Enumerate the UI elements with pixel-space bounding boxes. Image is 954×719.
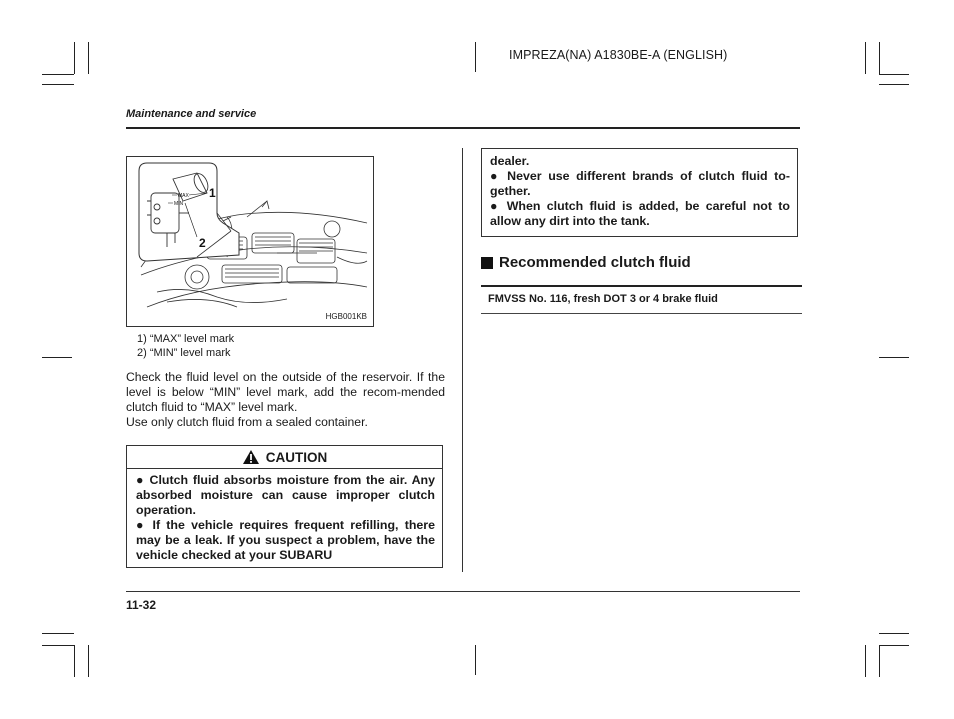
callout-1: 1 — [209, 186, 216, 200]
recommended-heading-text: Recommended clutch fluid — [499, 254, 691, 271]
recommended-heading — [481, 254, 691, 271]
caution-continued-text: dealer. — [490, 154, 530, 168]
caution-continued-box — [481, 148, 798, 237]
max-level-mark: MAX — [178, 193, 189, 199]
body-paragraph: Check the fluid level on the outside of the reservoir. If the level is below “MIN” level mark, add the recom-mended clutch fluid to “MAX” level mark. — [126, 370, 445, 414]
caution-item: ● Never use different brands of clutch fluid to-gether. — [490, 169, 790, 198]
crop-mark — [475, 645, 476, 675]
fluid-spec: FMVSS No. 116, fresh DOT 3 or 4 brake fluid — [488, 293, 718, 305]
caution-item: ● If the vehicle requires frequent refilling, there may be a leak. If you suspect a problem, have the vehicle checked at your SUBARU — [136, 518, 435, 562]
crop-mark — [42, 357, 72, 358]
crop-mark — [88, 42, 89, 74]
crop-mark — [879, 357, 909, 358]
legend-item: 2) “MIN” level mark — [137, 347, 231, 359]
crop-mark — [879, 645, 880, 677]
min-level-mark: MIN — [174, 201, 184, 207]
callout-2: 2 — [199, 236, 206, 250]
crop-mark — [879, 645, 909, 646]
caution-body — [127, 469, 442, 563]
table-rule-bottom — [481, 313, 802, 314]
crop-mark — [879, 74, 909, 75]
crop-mark — [74, 645, 75, 677]
crop-mark — [42, 645, 74, 646]
crop-mark — [475, 42, 476, 72]
crop-mark — [88, 645, 89, 677]
body-paragraph: Use only clutch fluid from a sealed container. — [126, 415, 368, 429]
crop-mark — [865, 42, 866, 74]
caution-item: ● When clutch fluid is added, be careful not to allow any dirt into the tank. — [490, 199, 790, 228]
section-title: Maintenance and service — [126, 108, 257, 120]
crop-mark — [74, 42, 75, 74]
page-number: 11-32 — [126, 598, 157, 612]
caution-title: CAUTION — [265, 449, 328, 465]
footer-rule — [126, 591, 800, 592]
figure-code: HGB001KB — [325, 312, 367, 321]
crop-mark — [42, 633, 74, 634]
crop-mark — [42, 74, 74, 75]
header-rule — [126, 127, 800, 129]
engine-bay-illustration — [127, 157, 373, 326]
crop-mark — [42, 84, 74, 85]
table-rule-top — [481, 285, 802, 287]
body-text — [126, 370, 445, 430]
document-id: IMPREZA(NA) A1830BE-A (ENGLISH) — [509, 48, 728, 62]
clutch-reservoir-figure — [126, 156, 374, 327]
caution-item: ● Clutch fluid absorbs moisture from the air. Any absorbed moisture can cause improper clutch operation. — [136, 473, 435, 517]
heading-square-icon — [481, 257, 493, 269]
crop-mark — [879, 633, 909, 634]
column-divider — [462, 148, 463, 572]
caution-box — [126, 445, 443, 568]
legend-item: 1) “MAX” level mark — [137, 333, 235, 345]
caution-header — [127, 446, 442, 469]
crop-mark — [865, 645, 866, 677]
warning-triangle-icon — [242, 449, 260, 465]
crop-mark — [879, 42, 880, 74]
crop-mark — [879, 84, 909, 85]
